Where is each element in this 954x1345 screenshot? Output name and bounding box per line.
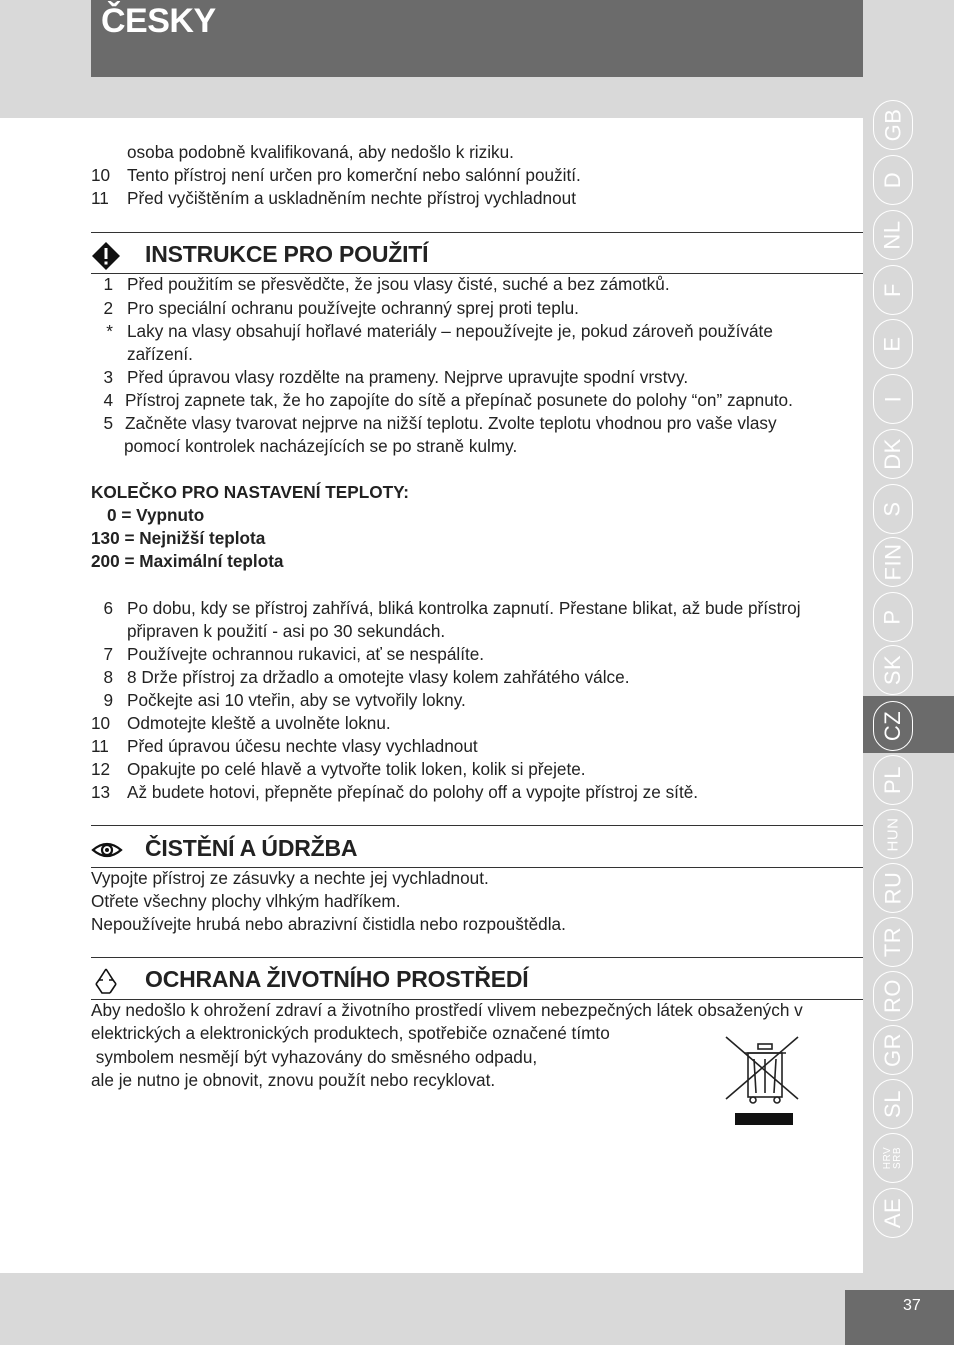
tab-pl[interactable]: PL	[873, 755, 913, 805]
list-number: 1	[103, 274, 113, 294]
temp-line: 200 = Maximální teplota	[91, 551, 284, 571]
list-number: 8	[103, 667, 113, 687]
tab-p[interactable]: P	[873, 592, 913, 642]
list-text: připraven k použití - asi po 30 sekundách.	[127, 621, 446, 641]
paragraph-line: symbolem nesmějí být vyhazovány do směsného odpadu,	[91, 1047, 538, 1067]
paragraph-line: Aby nedošlo k ohrožení zdraví a životního prostředí vlivem nebezpečných látek obsažených v	[91, 1000, 803, 1020]
page-title: ČESKY	[101, 2, 216, 40]
list-text: Odmotejte kleště a uvolněte loknu.	[127, 713, 391, 733]
list-number: 9	[103, 690, 113, 710]
section-rule-top	[91, 232, 863, 233]
tab-dk[interactable]: DK	[873, 429, 913, 479]
section-rule-top	[91, 957, 863, 958]
list-number: 10	[91, 165, 111, 185]
paragraph-line: Otřete všechny plochy vlhkým hadříkem.	[91, 891, 401, 911]
list-number: 2	[103, 298, 113, 318]
tab-ae[interactable]: AE	[873, 1188, 913, 1238]
list-text: Před úpravou vlasy rozdělte na prameny. Nejprve upravujte spodní vrstvy.	[127, 367, 689, 387]
section-heading: INSTRUKCE PRO POUŽITÍ	[145, 241, 429, 267]
tab-nl[interactable]: NL	[873, 210, 913, 260]
list-text: osoba podobně kvalifikovaná, aby nedošlo k riziku.	[127, 142, 514, 162]
tab-e[interactable]: E	[873, 319, 913, 369]
list-text: Opakujte po celé hlavě a vytvořte tolik loken, kolik si přejete.	[127, 759, 586, 779]
paragraph-line: elektrických a elektronických produktech, spotřebiče označené tímto	[91, 1023, 610, 1043]
tab-hrv-srb[interactable]: HRV SRB	[873, 1133, 913, 1183]
tab-fin[interactable]: FIN	[873, 537, 913, 587]
temp-line: 0 = Vypnuto	[107, 505, 205, 525]
temp-line: 130 = Nejnižší teplota	[91, 528, 266, 548]
temp-heading: KOLEČKO PRO NASTAVENÍ TEPLOTY:	[91, 482, 409, 502]
tab-d[interactable]: D	[873, 155, 913, 205]
list-text: Počkejte asi 10 vteřin, aby se vytvořily lokny.	[127, 690, 466, 710]
paragraph-line: ale je nutno je obnovit, znovu použít nebo recyklovat.	[91, 1070, 496, 1090]
paragraph-line: Nepoužívejte hrubá nebo abrazivní čistidla nebo rozpouštědla.	[91, 914, 566, 934]
list-text: Před použitím se přesvědčte, že jsou vlasy čisté, suché a bez zámotků.	[127, 274, 670, 294]
list-text: Laky na vlasy obsahují hořlavé materiály – nepoužívejte je, pokud zároveň používáte	[127, 321, 773, 341]
list-text: Začněte vlasy tvarovat nejprve na nižší teplotu. Zvolte teplotu vhodnou pro vaše vlasy	[125, 413, 777, 433]
tab-hun[interactable]: HUN	[873, 809, 913, 859]
list-number: 11	[91, 736, 109, 756]
paragraph-line: Vypojte přístroj ze zásuvky a nechte jej vychladnout.	[91, 868, 489, 888]
tab-f[interactable]: F	[873, 265, 913, 315]
list-number: 7	[103, 644, 113, 664]
section-rule-top	[91, 825, 863, 826]
list-text: Po dobu, kdy se přístroj zahřívá, bliká kontrolka zapnutí. Přestane blikat, až bude přístroj	[127, 598, 801, 618]
list-number: *	[106, 321, 113, 341]
page-number: 37	[903, 1297, 921, 1314]
recycle-icon	[91, 966, 121, 996]
list-number: 4	[103, 390, 113, 410]
tab-s[interactable]: S	[873, 484, 913, 534]
list-number: 6	[103, 598, 113, 618]
tab-ru[interactable]: RU	[873, 863, 913, 913]
list-number: 3	[103, 367, 113, 387]
weee-bin-icon	[720, 1033, 810, 1128]
section-heading: OCHRANA ŽIVOTNÍHO PROSTŘEDÍ	[145, 966, 529, 992]
tab-ro[interactable]: RO	[873, 971, 913, 1021]
tab-i[interactable]: I	[873, 374, 913, 424]
list-number: 13	[91, 782, 111, 802]
list-text: Před vyčištěním a uskladněním nechte přístroj vychladnout	[127, 188, 577, 208]
list-number: 12	[91, 759, 111, 779]
list-text: Používejte ochrannou rukavici, ať se nespálíte.	[127, 644, 485, 664]
tab-tr[interactable]: TR	[873, 917, 913, 967]
list-text: 8 Drže přístroj za držadlo a omotejte vlasy kolem zahřátého válce.	[127, 667, 630, 687]
list-number: 11	[91, 188, 109, 208]
eye-icon	[91, 835, 123, 865]
tab-sl[interactable]: SL	[873, 1079, 913, 1129]
tab-gb[interactable]: GB	[873, 100, 913, 150]
list-number: 10	[91, 713, 111, 733]
tab-cz[interactable]: CZ	[873, 701, 913, 751]
bottom-band	[337, 1273, 863, 1345]
list-text: Před úpravou účesu nechte vlasy vychladnout	[127, 736, 478, 756]
list-number: 5	[103, 413, 113, 433]
list-text: Pro speciální ochranu používejte ochranný sprej proti teplu.	[127, 298, 579, 318]
list-text: pomocí kontrolek nacházejících se po straně kulmy.	[124, 436, 518, 456]
list-text: Přístroj zapnete tak, že ho zapojíte do sítě a přepínač posunete do polohy “on” zapnuto.	[125, 390, 793, 410]
page-number-box	[845, 1290, 954, 1345]
tab-sk[interactable]: SK	[873, 645, 913, 695]
section-heading: ČISTĚNÍ A ÚDRŽBA	[145, 835, 358, 861]
diamond-icon	[91, 241, 121, 271]
list-text: Tento přístroj není určen pro komerční nebo salónní použití.	[127, 165, 581, 185]
title-bar	[91, 0, 863, 77]
tab-gr[interactable]: GR	[873, 1025, 913, 1075]
list-text: zařízení.	[127, 344, 193, 364]
list-text: Až budete hotovi, přepněte přepínač do polohy off a vypojte přístroj ze sítě.	[127, 782, 699, 802]
